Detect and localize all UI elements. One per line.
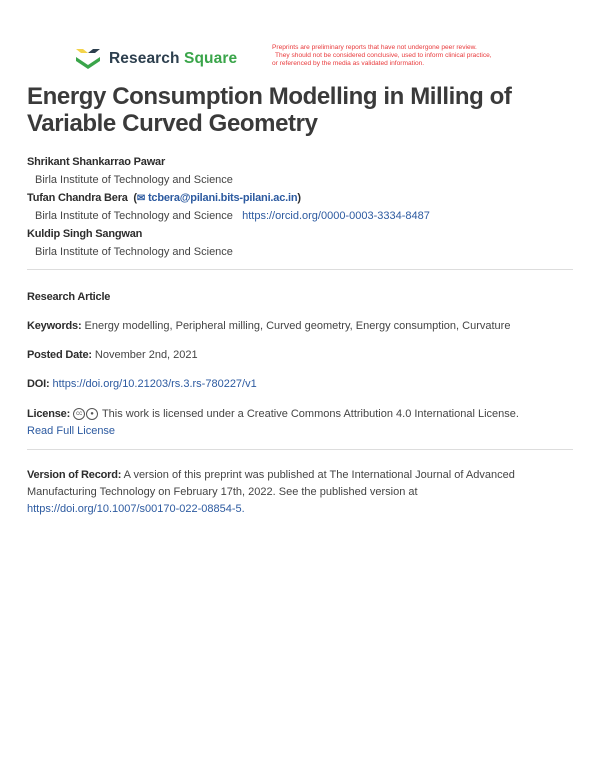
keywords-value: Energy modelling, Peripheral milling, Curved geometry, Energy consumption, Curvature (84, 320, 511, 332)
article-type (27, 289, 577, 306)
preprint-disclaimer (272, 44, 562, 68)
doi-link[interactable]: https://doi.org/10.21203/rs.3.rs-780227/v1 (52, 378, 257, 390)
author-list (27, 153, 430, 261)
author-affiliation: Birla Institute of Technology and Science (35, 246, 233, 258)
research-square-logo[interactable] (74, 47, 237, 71)
author-name: Shrikant Shankarrao Pawar (27, 156, 166, 168)
version-of-record-label: Version of Record: (27, 469, 122, 481)
author-name: Tufan Chandra Bera (27, 192, 128, 204)
posted-date-label: Posted Date: (27, 349, 92, 361)
license-row (27, 406, 577, 440)
doi-label: DOI: (27, 378, 50, 390)
attribution-icon: ● (86, 408, 98, 420)
logo-word-research: Research (109, 50, 180, 67)
author-name: Kuldip Singh Sangwan (27, 228, 143, 240)
author-affiliation: Birla Institute of Technology and Science (35, 174, 233, 186)
logo-word-square: Square (184, 50, 238, 67)
posted-date-row (27, 347, 577, 364)
published-version-link[interactable]: https://doi.org/10.1007/s00170-022-08854-5. (27, 503, 245, 515)
posted-date-value: November 2nd, 2021 (94, 349, 198, 361)
keywords-label: Keywords: (27, 320, 82, 332)
paper-title: Energy Consumption Modelling in Milling of Variable Curved Geometry (27, 83, 512, 137)
version-of-record-text: A version of this preprint was published at The International Journal of Advanced Manufacturing Technology on February 17th, 2022. See the published version at (27, 469, 515, 498)
disclaimer-line: They should not be considered conclusive, used to inform clinical practice, (275, 52, 492, 59)
mail-icon: ✉ (136, 193, 146, 204)
disclaimer-line: or referenced by the media as validated information. (272, 60, 425, 67)
research-square-logo-icon (74, 47, 102, 71)
creative-commons-icon: cc (73, 408, 85, 420)
disclaimer-line: Preprints are preliminary reports that have not undergone peer review. (272, 44, 477, 51)
license-label: License: (27, 408, 71, 420)
read-full-license-link[interactable]: Read Full License (27, 425, 116, 437)
article-type-label: Research Article (27, 291, 111, 303)
author-email-link[interactable]: tcbera@pilani.bits-pilani.ac.in (147, 192, 298, 204)
license-text: This work is licensed under a Creative Commons Attribution 4.0 International License. (101, 408, 519, 420)
orcid-link[interactable]: https://orcid.org/0000-0003-3334-8487 (242, 210, 430, 222)
version-of-record (27, 467, 562, 518)
doi-row (27, 376, 577, 393)
divider (27, 269, 573, 270)
author-affiliation: Birla Institute of Technology and Science (35, 210, 233, 222)
author-entry: Tufan Chandra Bera (✉ tcbera@pilani.bits-pilani.ac.in) (27, 192, 301, 204)
author-affiliation-row (27, 207, 430, 225)
divider (27, 449, 573, 450)
logo-wordmark (109, 50, 237, 68)
keywords-row (27, 318, 577, 335)
